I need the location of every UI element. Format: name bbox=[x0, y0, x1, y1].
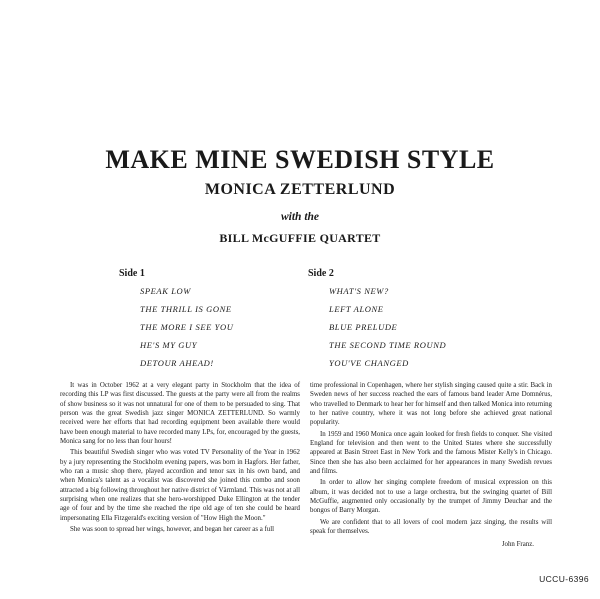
with-the-label: with the bbox=[280, 211, 320, 223]
artist-name: MONICA ZETTERLUND bbox=[204, 181, 396, 198]
band-name: BILL McGUFFIE QUARTET bbox=[219, 231, 381, 245]
liner-notes-paragraph: time professional in Copenhagen, where her stylish singing caused quite a stir. Back in Sweden news of her success reached the ears of famous band leader Arne Domnérus, who travelled to Denmark to hear her for himself and then talked Monica into returning to her native country, where it was not long before she achieved great national popularity. bbox=[310, 382, 552, 427]
catalog-number: UCCU-6396 bbox=[539, 574, 589, 584]
liner-notes-paragraph: It was in October 1962 at a very elegant party in Stockholm that the idea of recording this LP was first discussed. The guests at the party were all from the realms of show business so it was not unnatural for one of them to be persuaded to sing. That person was the great Swedish jazz singer MONICA ZETTERLUND. So warmly received were her efforts that had recording equipment been available there would have been enough material to have recorded many LPs, for, encouraged by the guests, Monica sang for no less than four hours! bbox=[60, 382, 300, 446]
track-item: HE'S MY GUY bbox=[140, 340, 198, 350]
liner-notes-column-2 bbox=[310, 381, 552, 549]
liner-notes-paragraph: In 1959 and 1960 Monica once again looked for fresh fields to conquer. She visited England for television and then went to the United States where she successfully appeared at Basin Street East in New York and the famous Mister Kelly's in Chicago. Since then she has also been acclaimed for her appearances in many Swedish revues and films. bbox=[310, 430, 552, 476]
track-item: THE THRILL IS GONE bbox=[140, 304, 232, 314]
side-1-tracks bbox=[119, 285, 233, 375]
track-item: WHAT'S NEW? bbox=[329, 286, 389, 296]
side-2-tracklist bbox=[308, 268, 446, 375]
liner-notes-column-1 bbox=[60, 381, 300, 535]
liner-notes-paragraph: This beautiful Swedish singer who was voted TV Personality of the Year in 1962 by a jury representing the Stockholm evening papers, was born in Hagfors. Her father, who ran a music shop there, played accordion and tenor sax in his own band, and when Monica's talent as a vocalist was discovered she joined this combo and soon attracted a big following throughout her native district of Värmland. This was not at all surprising when one realizes that she hero-worshipped Duke Ellington at the tender age of four and by the time she reached the ripe old age of ten she could be heard impersonating Ella Fitzgerald's exciting version of "How High the Moon." bbox=[60, 449, 300, 522]
track-item: THE MORE I SEE YOU bbox=[140, 322, 234, 332]
side-2-tracks bbox=[308, 285, 446, 375]
side-1-tracklist bbox=[119, 268, 233, 375]
author-signature: John Franz. bbox=[501, 540, 534, 548]
track-item: LEFT ALONE bbox=[329, 304, 384, 314]
track-item: THE SECOND TIME ROUND bbox=[329, 340, 447, 350]
track-item: DETOUR AHEAD! bbox=[140, 358, 214, 368]
track-item: BLUE PRELUDE bbox=[329, 322, 398, 332]
album-title: MAKE MINE SWEDISH STYLE bbox=[105, 145, 495, 174]
track-item: SPEAK LOW bbox=[140, 286, 191, 296]
liner-notes-paragraph: She was soon to spread her wings, however, and began her career as a full bbox=[70, 526, 275, 534]
liner-notes-paragraph: In order to allow her singing complete freedom of musical expression on this album, it was decided not to use a large orchestra, but the swinging quartet of Bill McGuffie, augmented only occasionally by the trumpet of Jimmy Deuchar and the bongos of Barry Morgan. bbox=[310, 479, 552, 515]
side-1-label: Side 1 bbox=[119, 268, 145, 279]
track-item: YOU'VE CHANGED bbox=[329, 358, 409, 368]
side-2-label: Side 2 bbox=[308, 268, 334, 279]
liner-notes-paragraph: We are confident that to all lovers of cool modern jazz singing, the results will speak for themselves. bbox=[310, 518, 552, 536]
